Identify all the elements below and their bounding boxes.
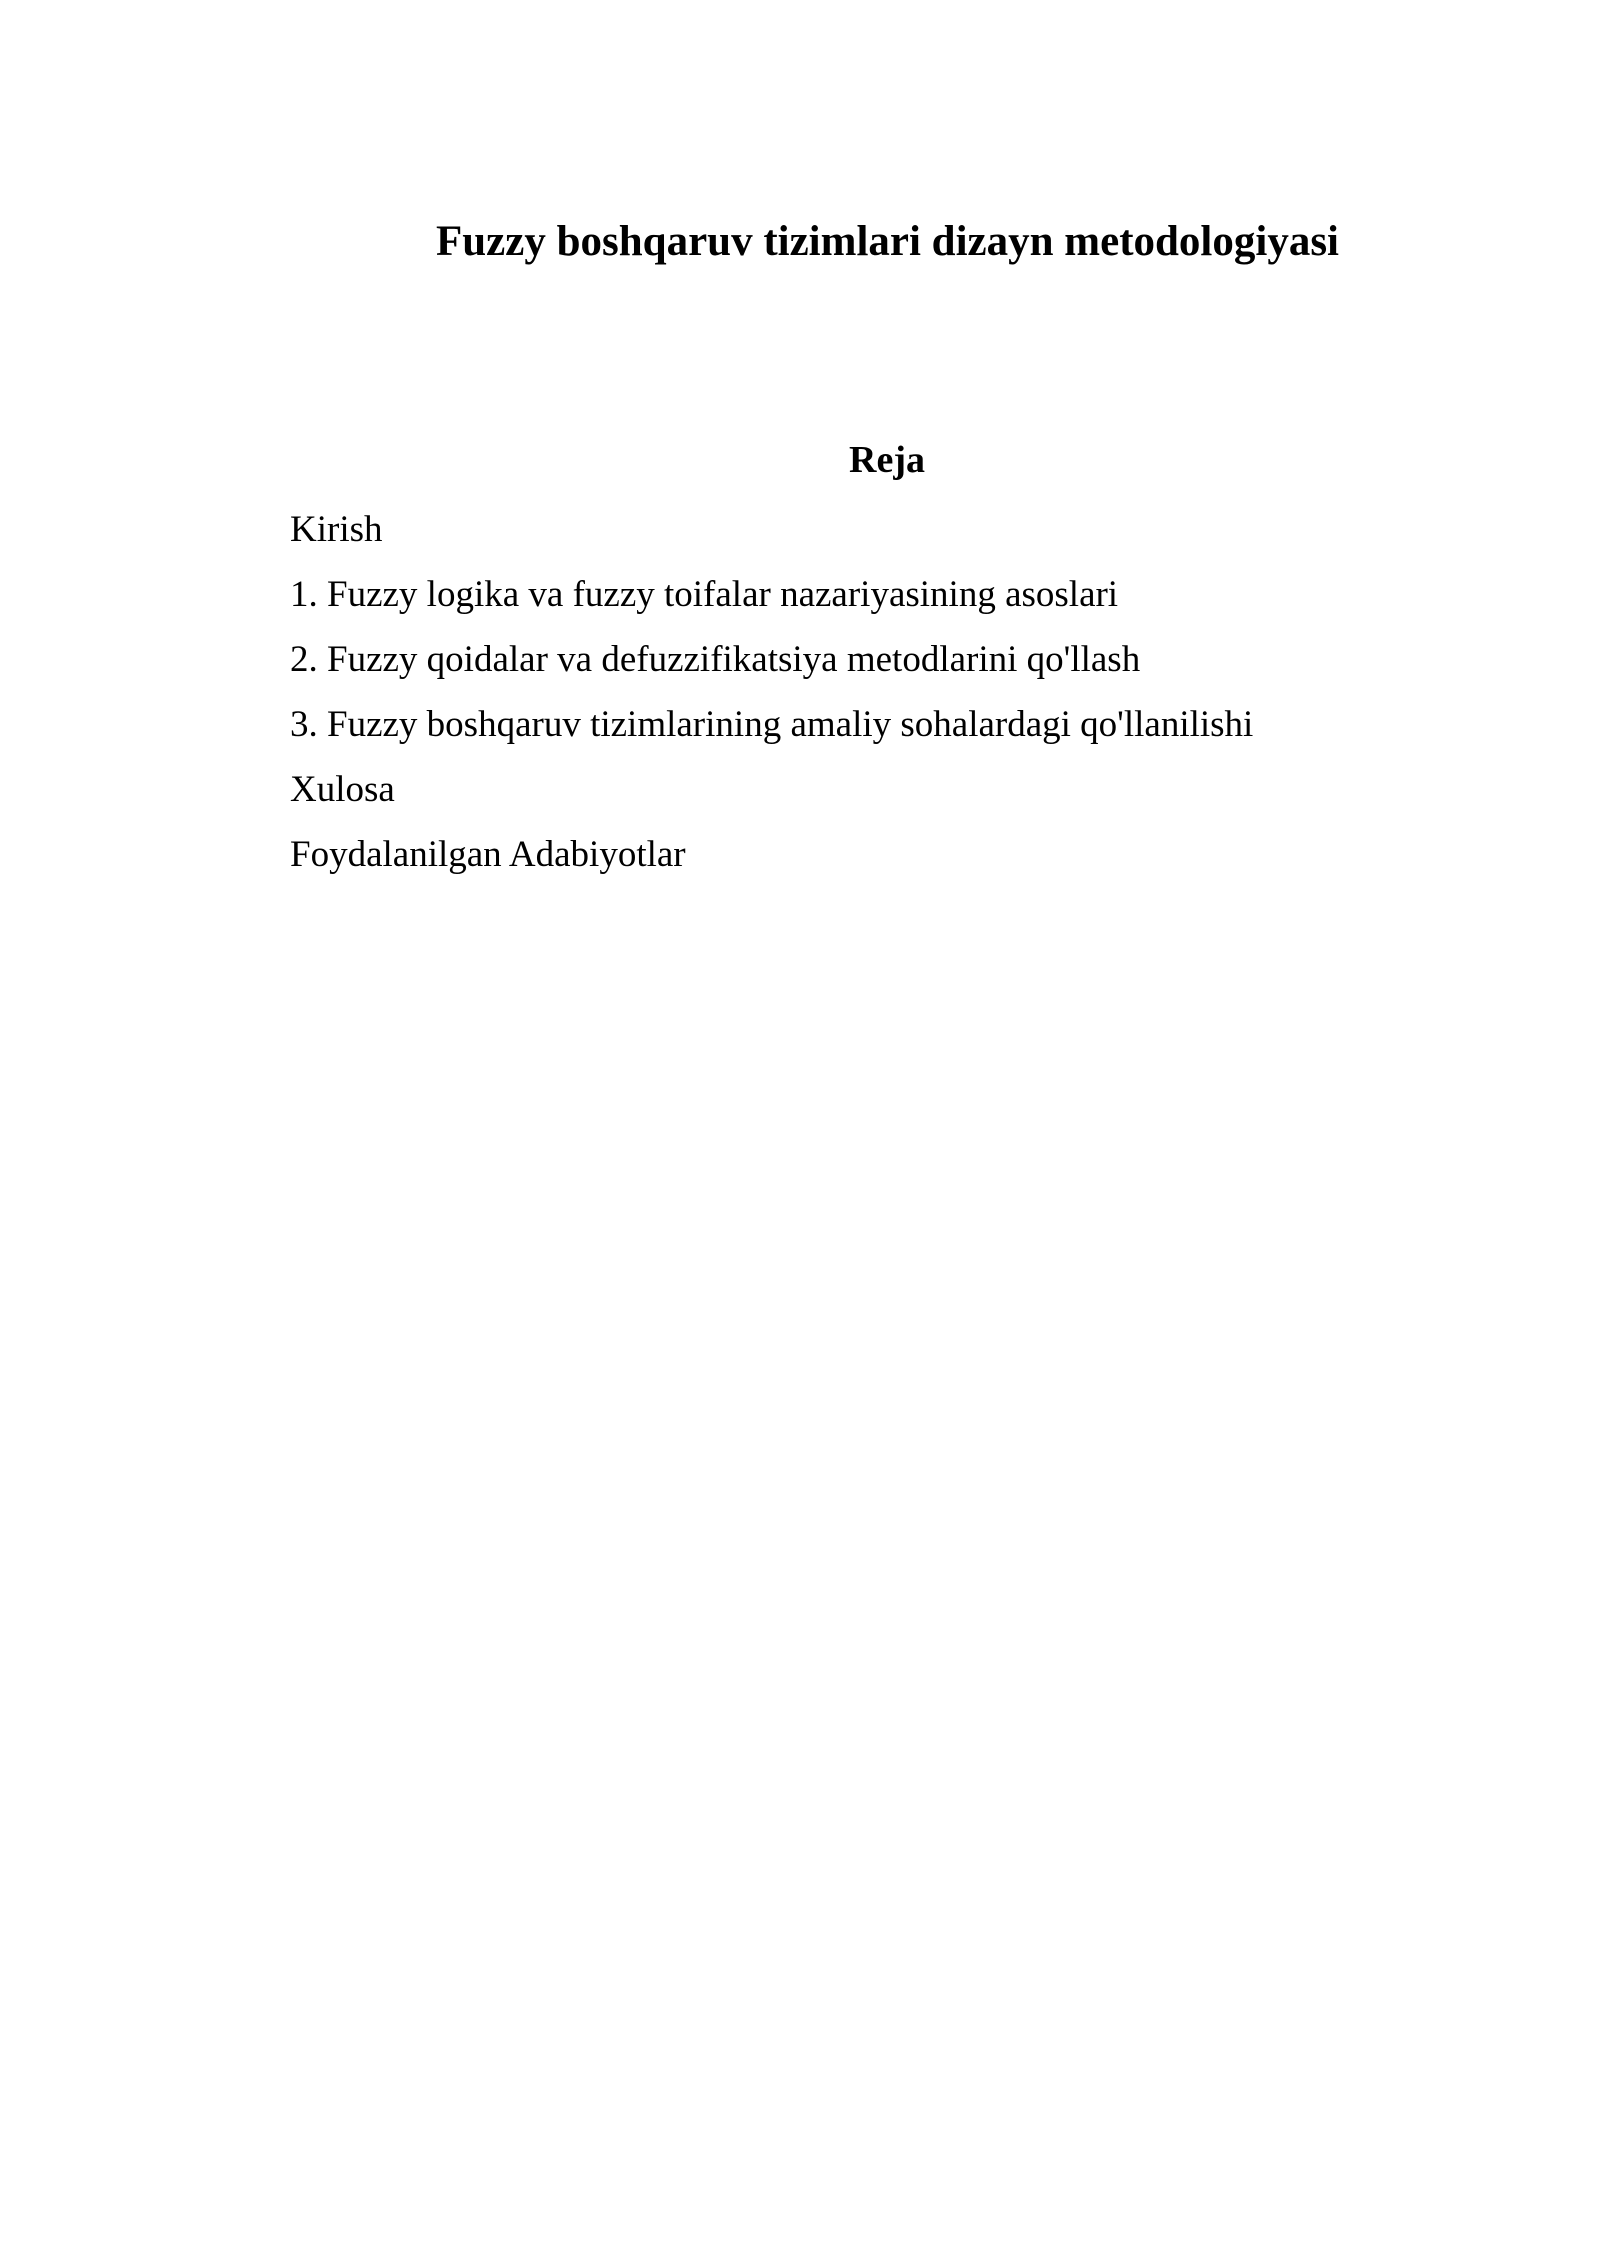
- plan-item-section-1: 1. Fuzzy logika va fuzzy toifalar nazariyasining asoslari: [290, 574, 1119, 615]
- document-title: Fuzzy boshqaruv tizimlari dizayn metodologiyasi: [436, 218, 1339, 265]
- plan-item-references: Foydalanilgan Adabiyotlar: [290, 834, 686, 875]
- plan-item-conclusion: Xulosa: [290, 769, 395, 810]
- plan-item-introduction: Kirish: [290, 509, 383, 550]
- plan-list: [290, 497, 1253, 887]
- plan-item-section-3: 3. Fuzzy boshqaruv tizimlarining amaliy sohalardagi qo'llanilishi: [290, 704, 1254, 745]
- plan-heading: Reja: [849, 439, 925, 481]
- plan-item-section-2: 2. Fuzzy qoidalar va defuzzifikatsiya metodlarini qo'llash: [290, 639, 1141, 680]
